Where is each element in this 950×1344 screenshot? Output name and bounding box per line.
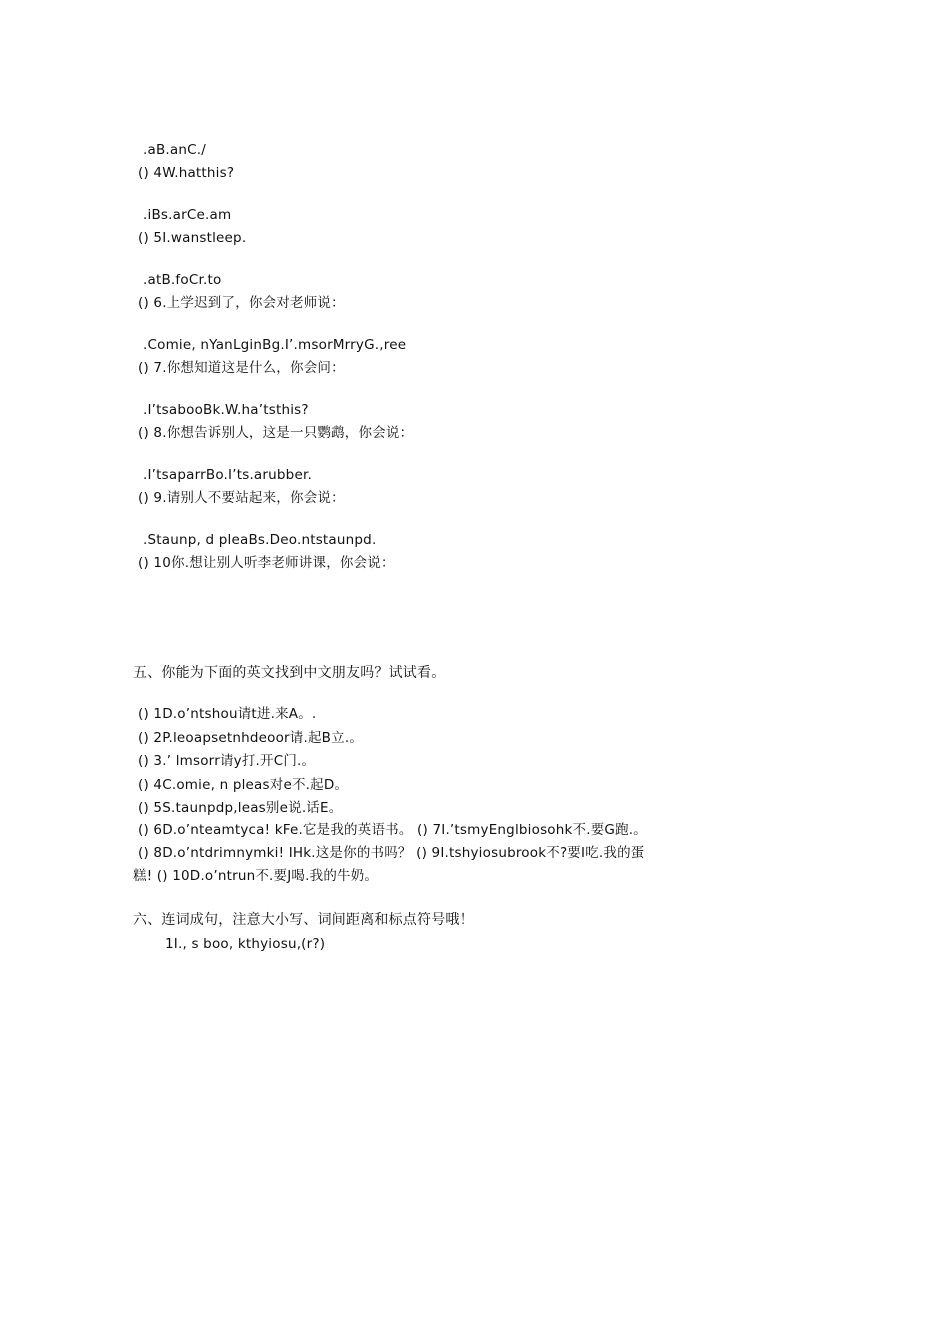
- section6-heading: 六、连词成句，注意大小写、词间距离和标点符号哦！: [133, 912, 474, 928]
- match-line-8-9: () 8D.o’ntdrimnymki! IHk.这是你的书吗？ () 9I.tshyiosubrook不?要I吃.我的蛋: [138, 845, 645, 861]
- q6-options: .Comie, nYanLginBg.I’.msorMrryG.,ree: [143, 337, 407, 353]
- q8-options: .I’tsaparrBo.I’ts.arubber.: [143, 467, 312, 483]
- q3-options: .aB.anC./: [143, 142, 207, 158]
- match-line-3: () 3.’ lmsorr请y打.开C门.。: [138, 753, 316, 769]
- match-line-5: () 5S.taunpdp,leas别e说.话E。: [138, 800, 343, 816]
- match-line-1: () 1D.o’ntshou请t进.来A。.: [138, 706, 317, 722]
- match-line-4: () 4C.omie, n pleas对e不.起D。: [138, 777, 349, 793]
- q4-options: .iBs.arCe.am: [143, 207, 232, 223]
- q10-question: () 10你.想让别人听李老师讲课，你会说：: [138, 555, 395, 571]
- q5-question: () 5I.wanstleep.: [138, 230, 247, 246]
- match-line-6-7: () 6D.o’nteamtyca! kFe.它是我的英语书。 () 7I.’tsmyEnglbiosohk不.要G跑.。: [138, 822, 647, 838]
- q4-question: () 4W.hatthis?: [138, 165, 235, 181]
- q5-options: .atB.foCr.to: [143, 272, 222, 288]
- section5-heading: 五、你能为下面的英文找到中文朋友吗？试试看。: [133, 665, 446, 681]
- match-line-2: () 2P.leoapsetnhdeoor请.起B立.。: [138, 730, 364, 746]
- q9-options: .Staunp, d pleaBs.Deo.ntstaunpd.: [143, 532, 377, 548]
- q9-question: () 9.请别人不要站起来，你会说：: [138, 490, 345, 506]
- match-line-10: 糕! () 10D.o’ntrun不.要J喝.我的牛奶。: [133, 868, 379, 884]
- q8-question: () 8.你想告诉别人，这是一只鹦鹉，你会说：: [138, 425, 414, 441]
- sentence-task-1: 1I., s boo, kthyiosu,(r?): [165, 936, 326, 952]
- q7-options: .I’tsabooBk.W.ha’tsthis?: [143, 402, 309, 418]
- q6-question: () 6.上学迟到了，你会对老师说：: [138, 295, 345, 311]
- q7-question: () 7.你想知道这是什么，你会问：: [138, 360, 345, 376]
